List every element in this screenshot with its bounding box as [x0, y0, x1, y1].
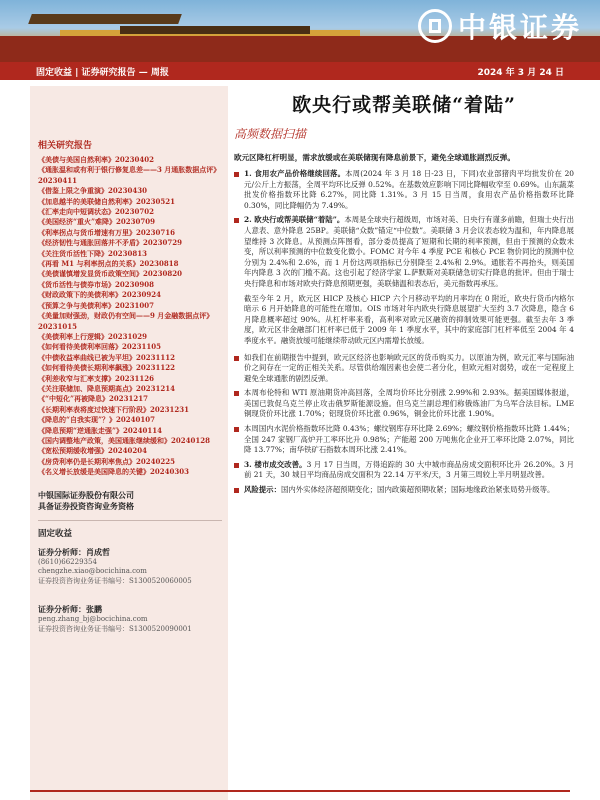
analyst-list	[38, 547, 222, 635]
related-report-item[interactable]: 《利差收窄与汇率支撑》20231126	[38, 373, 154, 383]
report-date: 2024 年 3 月 24 日	[477, 67, 564, 78]
palace-roof-decoration	[28, 14, 182, 24]
related-report-item[interactable]: 《美国经济“重火”难降》20230709	[38, 217, 156, 227]
related-report-item[interactable]: 《美债与美国自然利率》20230402	[38, 155, 154, 164]
bullet-point	[234, 215, 574, 289]
risk-warning	[234, 485, 574, 496]
related-report-item[interactable]: 《国内调整地产政策，美国通胀继续缓和》20240128	[38, 435, 210, 445]
header-banner	[0, 0, 600, 62]
summary: 欧元区降杠杆明显，需求放缓或在美联储现有降息前景下，避免全球通胀剧烈反弹。	[234, 153, 515, 162]
bullet-point: 如我们在前期报告中提到，欧元区经济也影响欧元区的货币购买力。以原油为例，欧元汇率与国际油价之间存在一定的正相关关系。尽管供给端因素也会使二者分化，但欧元相对弱势，或在一定程度上避免全球通胀的剧烈反弹。	[234, 353, 574, 385]
related-report-item[interactable]: 《长期利率表将度过快速下行阶段》20231231	[38, 404, 189, 414]
related-report-item[interactable]: 《关注联储加、降息预期高点》20231214	[38, 383, 175, 393]
brand-logo	[418, 6, 582, 46]
sidebar	[30, 86, 228, 800]
related-report-item[interactable]: 《再看 M1 与利率拐点的关系》20230818	[38, 259, 179, 269]
related-report-item[interactable]: 《财政政策下的美债利率》20230924	[38, 290, 161, 300]
related-report-item[interactable]: 《如何看待美债利率回落》20231105	[38, 342, 161, 352]
bullet-point: 本周国内水泥价格指数环比降 0.43%；螺纹钢库存环比降 2.69%；螺纹钢价格指数环比降 1.44%；全国 247 家钢厂高炉开工率环比升 0.98%；产能超 200 万吨焦化企业开工率环比降 2.07%，同比降 13.77%；南华铁矿石指数本周环比涨 2.41%。	[234, 424, 574, 456]
org-line: 中银国际证券股份有限公司	[38, 489, 134, 500]
related-reports-list	[38, 155, 222, 478]
bullet-lead: 3. 楼市成交改善。	[244, 459, 307, 469]
main-content	[234, 86, 574, 500]
org-line: 具备证券投资咨询业务资格	[38, 500, 134, 511]
related-report-item[interactable]: 《如何看待美债长期利率飙涨》20231122	[38, 363, 175, 373]
related-reports-heading: 相关研究报告	[38, 141, 93, 151]
boc-logo-icon	[418, 9, 452, 43]
palace-roof-decoration	[120, 26, 310, 34]
bullet-point: 本周布伦特和 WTI 原油期货冲高回落，全周均价环比分别涨 2.99%和 2.93%。据美国媒体报道，美国已敦促乌克兰停止攻击俄罗斯能源设施。但乌克兰副总理们称俄炼油厂为乌军合法目标。LME 铜现货价环比涨 1.70%；铝现货价环比涨 0.96%，铜金比价环比涨 1.90%。	[234, 388, 574, 420]
report-category: 固定收益 | 证券研究报告 — 周报	[36, 67, 169, 78]
related-report-item[interactable]: 《预算之争与美债利率》20231007	[38, 300, 154, 310]
bullet-lead: 2. 欧央行或帮美联储“着陆”。	[244, 215, 345, 225]
analyst-email[interactable]: chengzhe.xiao@bocichina.com	[38, 567, 147, 576]
bullet-point	[234, 169, 574, 211]
related-report-item[interactable]: 《汇率走向中短调状态》20230702	[38, 207, 154, 217]
body-paragraph: 截至今年 2 月，欧元区 HICP 及核心 HICP 六个月移动平均的月率均在 0 附近，欧央行货币内格尔暗示 6 月开始降息的可能性在增加。OIS 市场对年内欧央行降息展望扩大至约 3.7 次降息，隐含 6 月降息概率超过 90%。从杠杆率来看，高利率对欧元区融资的抑制效果可能更强。截至去年 3 季度，欧元区非金融部门杠杆率已低于 2009 年 1 季度水平，其中的家庭部门杠杆率低至 2004 年 4 季度水平。融资放缓可能继续带动欧元区内需增长放缓。	[244, 293, 574, 345]
related-report-item[interactable]: 《通胀温和或有利于银行修复息差——3 月通胀数据点评》20230411	[38, 165, 221, 185]
bullet-point	[234, 460, 574, 481]
analyst-name: 证券分析师：张鹏	[38, 604, 102, 615]
related-report-item[interactable]: 《降息的“自我实现”？》20240107	[38, 415, 156, 425]
related-report-item[interactable]: 《宽松预期缓收增强》20240204	[38, 446, 147, 456]
related-report-item[interactable]: 《美债利率上行逻辑》20231029	[38, 331, 147, 341]
page-subtitle: 高频数据扫描	[234, 127, 307, 141]
related-report-item[interactable]: 《名义增长放缓是美国降息的关键》20240303	[38, 467, 189, 477]
bullet-lead: 1. 食用农产品价格继续回落。	[244, 169, 346, 178]
bullet-text: 本周(2024 年 3 月 18 日-23 日，下同)农业部猪肉平均批发价在 20 元/公斤上方振荡，全周平均环比反弹 0.52%。在基数效应影响下同比降幅收窄至 0.69%。山东蔬菜批发价格指数环比降 6.27%，同比降 1.31%。3 月 15 日当周，食用农产品价格指数环比降 0.30%，同比降幅仍为 7.49%。	[244, 169, 574, 210]
analyst-cert: 证券投资咨询业务证书编号：S1300520060005	[38, 576, 192, 585]
bullet-text: 本周是全球央行超级周，市场对美、日央行有谨多前瞻，但瑞士央行出人意表、意外降息 25BP。美联储“众数”锚定“中位数”。美联储 3 月会议表态较为温和，年内降息展望维持 3 次降息。从预测点阵图看，部分委员提高了短期和长期的利率预测，但由于预测的众数未变，所以利率预测的中位数变化微小。FOMC 对今年 4 季度 PCE 和核心 PCE 物价同比的预测中位分别为 2.4%和 2.6%，而 1 月份这两项指标已分别降至 2.4%和 2.9%。通胀若不再抬头，则美国年内降息 3 次的门槛不高。这也引起了经济学家 L.萨默斯对美联储急切实行降息的批评。但由于瑞士央行降息和市场对欧央行降息预期更强，美联储温和表态后，美元指数再承压。	[244, 215, 574, 288]
related-report-item[interactable]: 《美债谨慎增发显货币政策空间》20230820	[38, 269, 182, 279]
related-report-item[interactable]: 《货币活性与债券市场》20230908	[38, 279, 154, 289]
report-category-bar	[0, 62, 600, 80]
key-points	[234, 169, 574, 290]
related-report-item[interactable]: 《中债收益率曲线已被为平坦》20231112	[38, 352, 175, 362]
org-info	[38, 490, 222, 512]
analyst-email[interactable]: peng.zhang_bj@bocichina.com	[38, 615, 148, 624]
section-label: 固定收益	[38, 528, 73, 539]
related-report-item[interactable]: 《借鉴上限之争重演》20230430	[38, 186, 147, 196]
analyst-card	[38, 547, 222, 587]
related-report-item[interactable]: 《“中短化”再被降息》20231217	[38, 394, 149, 404]
bullet-text: 3 月 17 日当周，万得追踪的 30 大中城市商品房成交面积环比升 26.20%。3 月前 21 天，30 城日平均商品房成交面积为 22.14 万平米/天，3 月第三周较上半月明显改善。	[244, 459, 574, 480]
related-report-item[interactable]: 《美量加财强劲，财政仍有空间——9 月金融数据点评》20231015	[38, 311, 214, 331]
analyst-card	[38, 604, 222, 634]
brand-name: 中银证券	[457, 11, 582, 44]
risk-text: 国内外实体经济超预期变化；国内政策超预期收紧；国际地缘政治紧张局势升级等。	[280, 485, 555, 495]
footer-divider	[30, 790, 570, 792]
related-report-item[interactable]: 《利率拐点与货币增速有万里》20230716	[38, 227, 175, 237]
analyst-name: 证券分析师：肖成哲	[38, 546, 110, 557]
related-report-item[interactable]: 《经济韧性与通胀回落并不矛盾》20230729	[38, 238, 182, 248]
related-report-item[interactable]: 《加息越半的美联储自然利率》20230521	[38, 196, 175, 206]
related-report-item[interactable]: 《降息预期“逆通胀走强”》20240114	[38, 425, 163, 435]
divider	[38, 520, 222, 521]
page-title: 欧央行或帮美联储“着陆”	[292, 94, 516, 116]
related-report-item[interactable]: 《关注货币活性下降》20230813	[38, 248, 147, 258]
analyst-phone: (8610)66229354	[38, 557, 97, 566]
analyst-cert: 证券投资咨询业务证书编号：S1300520090001	[38, 624, 192, 633]
key-points-continued	[234, 353, 574, 496]
risk-lead: 风险提示：	[244, 485, 281, 495]
related-report-item[interactable]: 《房贷利率仍是长期利率焦点》20240225	[38, 456, 175, 466]
